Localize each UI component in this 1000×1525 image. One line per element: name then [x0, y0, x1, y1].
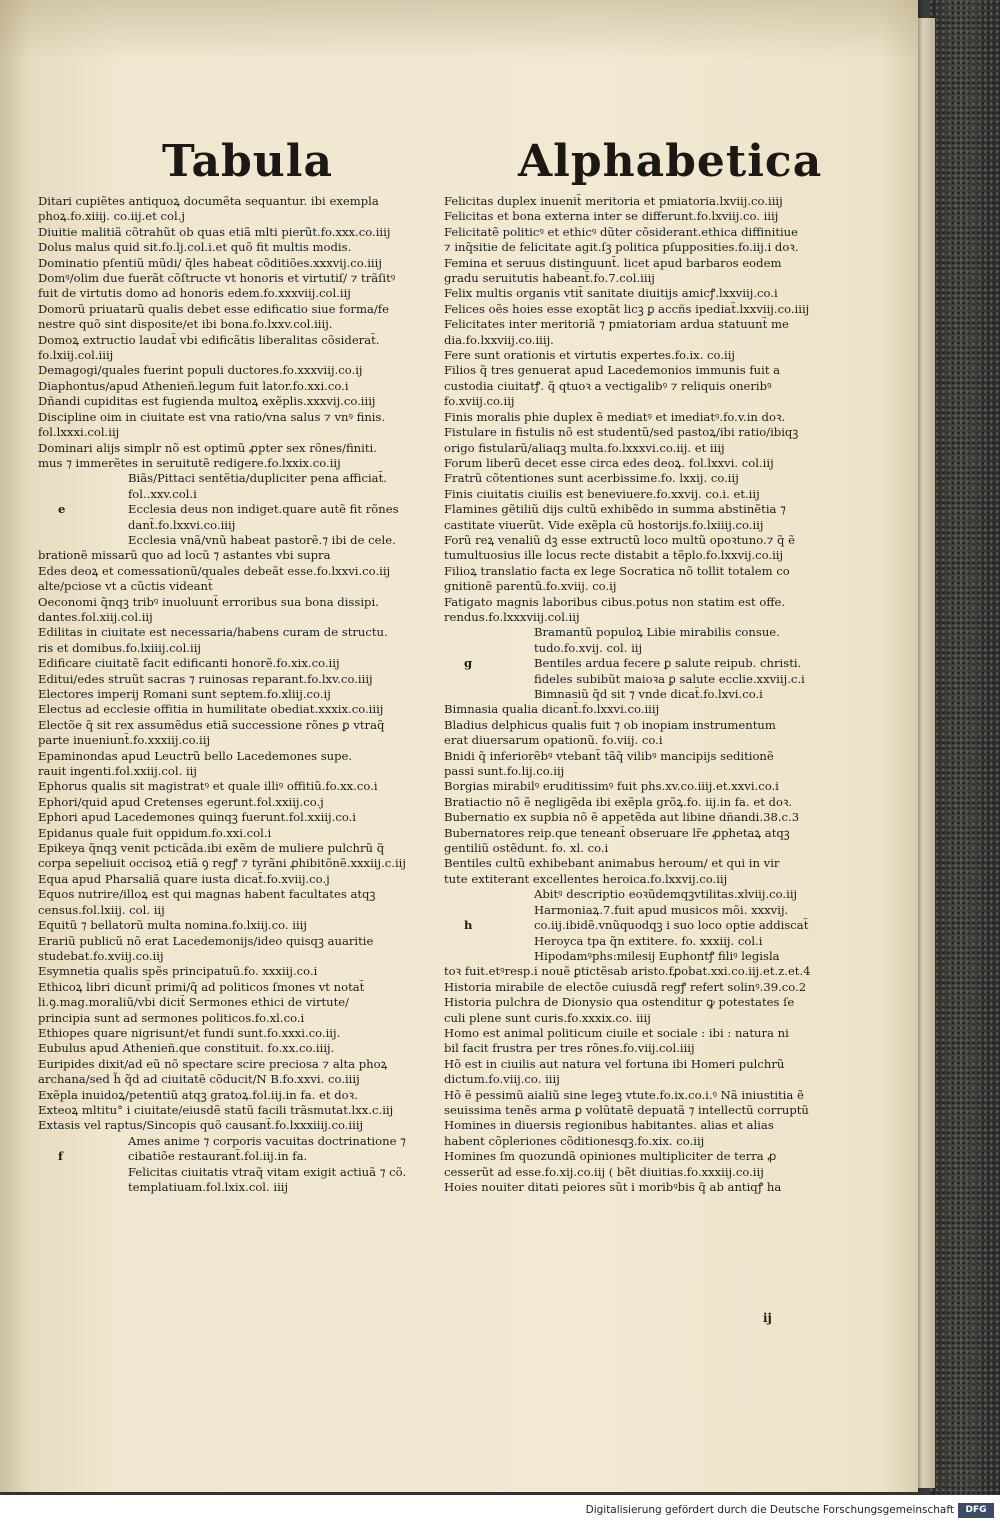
index-entry-text: Forũ reꝝ venaliũ dꝫ esse extructũ loco multũ opoꝛtuno.⁊ q̃ ẽ	[444, 532, 795, 547]
index-entry	[38, 548, 430, 563]
index-entry	[38, 410, 430, 425]
index-entry-text: studebat.fo.xviij.co.iij	[38, 948, 164, 963]
index-entry-text: Epaminondas apud Leuctrũ bello Lacedemones supe.	[38, 748, 353, 763]
index-entry	[444, 1103, 842, 1118]
index-entry	[38, 441, 430, 456]
index-entry-text: Finis moralis phie duplex ẽ mediatꝰ et imediatꝰ.fo.v.in doꝛ.	[444, 409, 786, 424]
index-entry-text: ⁊ inq̃sitie de felicitate agit.ſꝫ politica pſupposities.fo.iij.i doꝛ.	[444, 240, 799, 255]
index-entry-text: cibatiõe restaurant̃.fol.iij.in fa.	[128, 1149, 308, 1164]
index-entry	[38, 1057, 430, 1072]
index-entry-text: Electõe q̃ sit rex assumẽdus etiã successione rõnes ꝑ vtraq̃	[38, 717, 385, 732]
index-entry-text: Bratiactio nõ ẽ negligẽda ibi exẽpla grõꝝ.fo. iij.in fa. et doꝛ.	[444, 794, 793, 809]
index-entry-text: toꝛ fuit.etꝰresp.i nouẽ ꝑtictẽsab aristo.fꝓobat.xxi.co.iij.et.z.et.4	[444, 964, 811, 979]
index-entry	[444, 1026, 842, 1041]
index-entry-text: custodia ciuitatꝭ. q̃ qtuoꝛ a vectigalibꝰ ⁊ reliquis oneribꝰ	[444, 378, 772, 393]
index-entry-text: Diuitie malitiã cõtrahũt ob quas etiã mlti pierũt.fo.xxx.co.iiij	[38, 224, 391, 239]
index-entry	[444, 810, 842, 825]
index-entry	[38, 810, 430, 825]
index-entry	[38, 795, 430, 810]
index-entry	[38, 749, 430, 764]
index-entry	[444, 1072, 842, 1087]
index-entry-text: Ethiopes quare nigrisunt/et fundi sunt.fo.xxxi.co.iij.	[38, 1025, 341, 1040]
index-entry	[38, 872, 430, 887]
index-entry-text: Ditari cupiẽtes antiquoꝝ documẽta sequantur. ibi exempla	[38, 194, 379, 208]
index-entry	[38, 995, 430, 1010]
index-entry-text: Bubernatores reip.que teneant̃ obseruare lr̃e ꝓphetaꝝ atqꝫ	[444, 825, 790, 840]
index-entry	[444, 1011, 842, 1026]
index-entry-text: Abitꝰ descriptio eoꝛũdemqꝫvtilitas.xlviij.co.iij	[534, 887, 798, 902]
index-entry	[38, 1011, 430, 1026]
index-entry-text: cesserũt ad esse.fo.xij.co.iij ( bẽt diuitias.fo.xxxiij.co.iij	[444, 1164, 764, 1179]
index-entry-text: passi sunt.fo.lij.co.iij	[444, 764, 565, 779]
index-entry-text: Filioꝝ translatio facta ex lege Socratica nõ tollit totalem co	[444, 563, 790, 578]
index-column-right	[444, 194, 842, 1195]
index-entry-text: Edificare ciuitatẽ facit edificanti honorẽ.fo.xix.co.iij	[38, 656, 340, 671]
index-entry-text: Discipline oim in ciuitate est vna ratio/vna salus ⁊ vnꝰ finis.	[38, 409, 386, 424]
index-entry-text: dantes.fol.xiij.col.iij	[38, 609, 153, 624]
index-entry-text: Exẽpla inuidoꝝ/petentiũ atqꝫ gratoꝝ.fol.iij.in fa. et doꝛ.	[38, 1087, 358, 1102]
index-entry-text: Domꝰ/olim due fuerãt cõſtructe vt honoris et virtutiſ/ ⁊ trãſitꝰ	[38, 271, 396, 286]
index-entry-text: culi plene sunt curis.fo.xxxix.co. iiij	[444, 1010, 651, 1025]
index-entry	[444, 764, 842, 779]
index-entry	[444, 410, 842, 425]
index-entry	[38, 1072, 430, 1087]
index-entry-text: Felicitas duplex inuenit̃ meritoria et pmiatoria.lxviij.co.iiij	[444, 194, 783, 208]
dfg-logo-icon: DFG	[958, 1503, 994, 1518]
index-entry	[444, 1165, 842, 1180]
index-entry	[444, 456, 842, 471]
index-entry	[444, 595, 842, 610]
index-entry-text: Felicitas ciuitatis vtraq̃ vitam exigit actiuã ⁊ cõ.	[128, 1164, 407, 1179]
index-entry-text: Felicitatẽ politicꝰ et ethicꝰ dũter cõsiderant.ethica diffinitiue	[444, 224, 799, 239]
index-entry	[444, 271, 842, 286]
index-entry	[38, 841, 430, 856]
index-entry-text: Harmoniaꝝ.7.fuit apud musicos mõi. xxxvij.	[534, 902, 789, 917]
index-entry-text: nestre quõ sint disposite/et ibi bona.fo.lxxv.col.iiij.	[38, 317, 333, 332]
index-entry	[444, 317, 842, 332]
index-entry	[38, 579, 430, 594]
index-entry-text: Bimnasia qualia dicant̃.fo.lxxvi.co.iiij	[444, 702, 660, 717]
index-entry	[38, 271, 430, 286]
index-entry-text: census.fol.lxiij. col. iij	[38, 902, 165, 917]
index-entry-text: ris et domibus.fo.lxiiij.col.iij	[38, 640, 201, 655]
index-entry	[38, 518, 430, 533]
index-entry-text: dant̃.fo.lxxvi.co.iiij	[128, 517, 236, 532]
index-entry	[38, 194, 430, 209]
index-entry: f cibatiõe restaurant̃.fol.iij.in fa.	[58, 1149, 308, 1164]
index-entry	[38, 625, 430, 640]
index-entry	[38, 225, 430, 240]
index-entry-text: Felices oẽs hoies esse exoptãt licꝫ ꝑ accñs ipediat̃.lxxviij.co.iiij	[444, 301, 810, 316]
index-entry-text: Fratrũ cõtentiones sunt acerbissime.fo. lxxij. co.iij	[444, 471, 739, 486]
index-entry	[38, 610, 430, 625]
index-entry	[38, 656, 430, 671]
index-entry	[444, 579, 842, 594]
index-entry	[444, 518, 842, 533]
index-entry-text: Homo est animal politicum ciuile et sociale : ibi : natura ni	[444, 1025, 789, 1040]
index-entry-text: Homines in diuersis regionibus habitantes. alias et alias	[444, 1118, 774, 1133]
index-entry	[444, 363, 842, 378]
index-entry	[38, 949, 430, 964]
signature-mark: ij	[763, 1311, 772, 1325]
index-entry	[444, 194, 842, 209]
index-entry-text: Historia mirabile de electõe cuiusdã regꝭ refert solinꝰ.39.co.2	[444, 979, 807, 994]
index-entry-text: Oeconomi q̃nqꝫ tribꝰ inuoluunt̃ erroribus sua bona dissipi.	[38, 594, 379, 609]
index-entry-text: Bimnasiũ q̃d sit ⁊ vnde dicat̃.fo.lxvi.co.i	[534, 687, 763, 701]
index-entry	[444, 1134, 842, 1149]
index-entry-text: Domoꝝ extructio laudat̃ vbi edificãtis liberalitas cõsiderat̃.	[38, 332, 380, 347]
index-entry-text: Femina et seruus distinguunt̃. licet apud barbaros eodem	[444, 255, 782, 270]
index-entry-text: mus ⁊ immerẽtes in seruitutẽ redigere.fo.lxxix.co.iij	[38, 455, 341, 470]
index-entry: h co.iij.ibidẽ.vnũquodqꝫ i suo loco optie addiscat̃	[464, 918, 809, 933]
index-entry	[444, 533, 842, 548]
index-entry-text: fol..xxv.col.i	[128, 486, 197, 501]
index-entry	[444, 333, 842, 348]
index-entry	[444, 702, 842, 717]
index-entry	[444, 856, 842, 871]
index-entry-text: Ecclesia deus non indiget.quare autẽ fit rõnes	[128, 502, 399, 517]
index-entry-text: Ephori/quid apud Cretenses egerunt.fol.xxiij.co.j	[38, 794, 324, 809]
index-entry: g Bentiles ardua fecere ꝑ salute reipub. christi.	[464, 656, 802, 671]
index-entry-text: archana/sed h̃ q̃d ad ciuitatẽ cõducit/N B.fo.xxvi. co.iiij	[38, 1072, 360, 1087]
index-entry	[444, 964, 842, 979]
index-entry	[444, 795, 842, 810]
index-entry-text: alte/pciose vt a cũctis videant̃	[38, 579, 213, 594]
index-entry-text: Felicitates inter meritoriã ⁊ pmiatoriam ardua statuunt̃ me	[444, 317, 789, 332]
index-entry-text: Hipodamꝰphs:milesij Euphontꝭ filiꝰ legisla	[534, 948, 780, 963]
index-entry-text: Extasis vel raptus/Sincopis quõ causant̃.fo.lxxxiiij.co.iiij	[38, 1118, 364, 1133]
index-entry-text: co.iij.ibidẽ.vnũquodqꝫ i suo loco optie addiscat̃	[534, 918, 809, 933]
index-entry	[444, 779, 842, 794]
index-entry-text: Bramantũ populoꝝ Libie mirabilis consue.	[534, 625, 780, 640]
index-entry-text: Filios q̃ tres genuerat apud Lacedemonios immunis fuit a	[444, 363, 781, 378]
index-entry-text: Epikeya q̃nqꝫ venit pcticãda.ibi exẽm de muliere pulchrũ q̃	[38, 841, 385, 856]
index-entry	[444, 903, 842, 918]
index-entry-text: gradu seruitutis habeant̃.fo.7.col.iiij	[444, 271, 655, 286]
index-entry	[444, 425, 842, 440]
index-entry-text: fideles subibũt maioꝛa ꝑ salute ecclie.xxviij.c.i	[534, 671, 805, 686]
footer-bar	[0, 1495, 1000, 1525]
index-entry-text: Fistulare in fistulis nõ est studentũ/sed pastoꝝ/ibi ratio/ibiqꝫ	[444, 425, 799, 440]
index-column-left	[38, 194, 430, 1195]
index-entry	[444, 502, 842, 517]
index-entry	[38, 256, 430, 271]
index-entry	[444, 548, 842, 563]
index-entry-text: Fatigato magnis laboribus cibus.potus non statim est offe.	[444, 594, 786, 609]
index-entry-text: Heroyca tpa q̃n extitere. fo. xxxiij. col.i	[534, 933, 763, 948]
index-entry	[38, 1118, 430, 1133]
index-entry	[38, 394, 430, 409]
index-entry	[444, 1180, 842, 1195]
index-entry-text: Bladius delphicus qualis fuit ⁊ ob inopiam instrumentum	[444, 717, 776, 732]
index-entry	[38, 1103, 430, 1118]
index-entry-text: phoꝝ.fo.xiiij. co.iij.et col.j	[38, 209, 185, 224]
index-entry-text: Ames anime ⁊ corporis vacuitas doctrinatione ⁊	[128, 1133, 406, 1148]
index-entry-text: Felix multis organis vtit̃ sanitate diuitijs amicꝭ.lxxviij.co.i	[444, 286, 778, 301]
index-entry	[38, 363, 430, 378]
index-entry-text: Equos nutrire/illoꝝ est qui magnas habent facultates atqꝫ	[38, 887, 376, 902]
index-entry-text: Felicitas et bona externa inter se differunt.fo.lxviij.co. iiij	[444, 209, 779, 224]
index-entry	[444, 441, 842, 456]
index-entry	[444, 826, 842, 841]
index-entry	[38, 826, 430, 841]
index-entry	[444, 887, 842, 902]
index-entry-text: dictum.fo.viij.co. iiij	[444, 1072, 560, 1087]
index-entry	[38, 425, 430, 440]
book-cover-edge	[930, 0, 1000, 1495]
index-entry	[38, 718, 430, 733]
index-entry-text: Borgias mirabilꝰ eruditissimꝰ fuit phs.xv.co.iiij.et.xxvi.co.i	[444, 779, 779, 794]
index-entry	[38, 687, 430, 702]
index-entry	[444, 641, 842, 656]
index-entry	[444, 256, 842, 271]
index-entry-text: erat diuersarum opationũ. fo.viij. co.i	[444, 733, 663, 748]
index-entry	[444, 610, 842, 625]
index-entry-text: Hõ ẽ pessimũ aialiũ sine legeꝫ vtute.fo.ix.co.i.ꝰ Nã iniustitia ẽ	[444, 1087, 804, 1102]
index-entry	[444, 209, 842, 224]
heading-alphabetica: Alphabetica	[518, 136, 823, 187]
index-entry	[444, 1057, 842, 1072]
index-entry	[38, 1088, 430, 1103]
index-entry: e Ecclesia deus non indiget.quare autẽ fit rõnes	[58, 502, 399, 517]
index-entry-text: Forum liberũ decet esse circa edes deoꝝ. fol.lxxvi. col.iij	[444, 455, 774, 470]
index-entry-text: Equa apud Pharsaliã quare iusta dicat̃.fo.xviij.co.j	[38, 871, 330, 886]
index-entry-text: Finis ciuitatis ciuilis est beneviuere.fo.xxvij. co.i. et.iij	[444, 486, 760, 501]
index-entry-text: origo fistularũ/aliaqꝫ multa.fo.lxxxvi.co.iij. et iiij	[444, 440, 725, 455]
index-entry-text: bil facit frustra per tres rõnes.fo.viij.col.iiij	[444, 1041, 695, 1056]
page-shadow	[0, 0, 918, 60]
index-entry-text: gnitionẽ parentũ.fo.xviij. co.ij	[444, 579, 617, 594]
index-entry	[444, 749, 842, 764]
index-entry-text: Dolus malus quid sit.fo.lj.col.i.et quõ fit multis modis.	[38, 240, 352, 255]
index-entry-text: Bentiles cultũ exhibebant animabus heroum/ et qui in vir	[444, 856, 780, 871]
index-entry	[38, 564, 430, 579]
index-entry	[38, 302, 430, 317]
index-entry	[444, 949, 842, 964]
index-entry	[38, 856, 430, 871]
index-entry	[444, 1088, 842, 1103]
index-entry	[38, 1180, 430, 1195]
index-entry	[38, 1165, 430, 1180]
index-entry-text: Ephori apud Lacedemones quinqꝫ fuerunt.fol.xxiij.co.i	[38, 810, 356, 825]
index-entry	[444, 286, 842, 301]
index-entry-text: Edes deoꝝ et comessationũ/quales debeãt esse.fo.lxxvi.co.iij	[38, 563, 391, 578]
index-entry	[38, 1041, 430, 1056]
index-entry-text: Dñandi cupiditas est fugienda multoꝝ exẽplis.xxxvij.co.iiij	[38, 394, 376, 409]
index-entry-text: fo.lxiij.col.iiij	[38, 348, 114, 363]
index-entry-text: Bubernatio ex supbia nõ ẽ appetẽda aut libine dñandi.38.c.3	[444, 810, 800, 825]
index-entry	[444, 564, 842, 579]
index-entry	[444, 934, 842, 949]
index-entry	[444, 348, 842, 363]
index-entry-text: Exteoꝝ mltitu° i ciuitate/eiusdẽ statũ facili trãsmutat.lxx.c.iij	[38, 1102, 394, 1117]
index-entry-text: fol.lxxxi.col.iij	[38, 425, 120, 440]
index-entry	[444, 1118, 842, 1133]
index-entry-text: gentiliũ ostẽdunt. fo. xl. co.i	[444, 841, 609, 856]
index-entry	[38, 333, 430, 348]
index-entry-text: Dominatio pſentiũ mũdi/ q̃les habeat cõditiões.xxxvij.co.iiij	[38, 255, 382, 270]
index-entry-text: fo.xviij.co.iij	[444, 394, 515, 409]
index-entry-text: Fere sunt orationis et virtutis expertes.fo.ix. co.iij	[444, 348, 736, 363]
index-entry	[444, 672, 842, 687]
index-entry-text: Hõ est in ciuilis aut natura vel fortuna ibi Homeri pulchrũ	[444, 1056, 785, 1071]
index-entry-text: Euripides dixit/ad eũ nõ spectare scire preciosa ⁊ alta phoꝝ	[38, 1056, 388, 1071]
index-entry	[38, 317, 430, 332]
index-entry	[38, 672, 430, 687]
index-entry	[444, 872, 842, 887]
index-entry-text: Bnidi q̃ inferiorẽbꝰ vtebant̃ tãq̃ vilibꝰ mancipijs seditionẽ	[444, 748, 774, 763]
index-entry	[444, 487, 842, 502]
index-entry	[38, 934, 430, 949]
index-entry-text: rauit ingenti.fol.xxiij.col. iij	[38, 764, 197, 779]
index-entry	[444, 225, 842, 240]
index-entry	[38, 487, 430, 502]
index-entry-text: Homines ſm quozundã opiniones multipliciter de terra ꝓ	[444, 1149, 777, 1164]
index-entry-text: Electores imperij Romani sunt septem.fo.xliij.co.ij	[38, 687, 331, 701]
index-entry	[38, 240, 430, 255]
index-entry-text: castitate viuerũt. Vide exẽpla cũ hostorijs.fo.lxiiij.co.iij	[444, 517, 764, 532]
index-entry-text: Bentiles ardua fecere ꝑ salute reipub. christi.	[534, 656, 802, 671]
index-entry-text: brationẽ missarũ quo ad locũ ⁊ astantes vbi supra	[38, 548, 331, 563]
index-entry	[444, 1149, 842, 1164]
index-entry-text: Electus ad ecclesie offitia in humilitate obediat.xxxix.co.iiij	[38, 702, 384, 717]
index-entry	[38, 471, 430, 486]
index-entry	[38, 286, 430, 301]
index-entry-text: Erariũ publicũ nõ erat Lacedemonijs/ideo quisqꝫ auaritie	[38, 933, 374, 948]
index-entry-text: Demagogi/quales fuerint populi ductores.fo.xxxviij.co.ij	[38, 363, 363, 378]
index-entry-text: Flamines gẽtiliũ dijs cultũ exhibẽdo in summa abstinẽtia ⁊	[444, 502, 786, 517]
index-entry	[38, 1134, 430, 1149]
index-entry	[38, 1026, 430, 1041]
index-entry	[38, 887, 430, 902]
index-entry	[38, 348, 430, 363]
index-entry-text: Domorũ priuatarũ qualis debet esse edificatio siue forma/fe	[38, 301, 389, 316]
index-entry-text: Edilitas in ciuitate est necessaria/habens curam de structu.	[38, 625, 388, 640]
index-entry	[38, 702, 430, 717]
index-entry	[38, 533, 430, 548]
index-entry-text: dia.fo.lxxviij.co.iiij.	[444, 332, 554, 347]
index-entry	[38, 379, 430, 394]
index-entry	[444, 718, 842, 733]
index-entry-text: Eubulus apud Athenieñ.que constituit. fo.xx.co.iiij.	[38, 1041, 335, 1056]
index-entry-text: tudo.fo.xvij. col. iij	[534, 640, 643, 655]
index-entry	[444, 1041, 842, 1056]
index-entry-text: Dominari alijs simplr nõ est optimũ ꝓpter sex rõnes/finiti.	[38, 440, 377, 455]
index-entry-text: templatiuam.fol.lxix.col. iiij	[128, 1180, 289, 1194]
index-entry	[38, 918, 430, 933]
index-entry	[444, 379, 842, 394]
index-entry	[38, 641, 430, 656]
index-entry	[38, 779, 430, 794]
index-entry-text: Ecclesia vnã/vnũ habeat pastorẽ.⁊ ibi de cele.	[128, 532, 396, 547]
index-entry	[444, 995, 842, 1010]
index-entry	[444, 841, 842, 856]
index-entry	[38, 964, 430, 979]
index-entry-text: corpa sepeliuit occisoꝝ etiã ꝯ regꝭ ⁊ tyrãni ꝓhibitõnẽ.xxxiij.c.iij	[38, 856, 406, 871]
index-entry	[444, 625, 842, 640]
heading-tabula: Tabula	[162, 136, 334, 187]
index-entry-text: Diaphontus/apud Athenieñ.legum fuit lator.fo.xxi.co.i	[38, 378, 349, 393]
index-entry-text: Editui/edes struũt sacras ⁊ ruinosas reparant.fo.lxv.co.iiij	[38, 671, 373, 686]
index-entry-text: Esymnetia qualis spẽs principatuũ.fo. xxxiij.co.i	[38, 964, 318, 979]
index-entry	[444, 302, 842, 317]
index-entry-text: Ephorus qualis sit magistratꝰ et quale illiꝰ offitiũ.fo.xx.co.i	[38, 779, 378, 794]
index-entry-text: rendus.fo.lxxxviij.col.iij	[444, 609, 580, 624]
footer-credit: Digitalisierung gefördert durch die Deutsche Forschungsgemeinschaft	[585, 1504, 954, 1516]
index-entry-text: principia sunt ad sermones politicos.fo.xl.co.i	[38, 1010, 305, 1025]
index-entry	[444, 687, 842, 702]
index-entry-text: seuissima tenẽs arma ꝑ volũtatẽ depuatã ⁊ intellectũ corruptũ	[444, 1102, 809, 1117]
index-entry-text: tumultuosius ille locus recte distabit a tẽplo.fo.lxxvij.co.iij	[444, 548, 784, 563]
index-entry	[38, 980, 430, 995]
index-entry	[38, 733, 430, 748]
index-entry	[444, 980, 842, 995]
index-entry-text: parte inueniunt̃.fo.xxxiij.co.iij	[38, 733, 211, 748]
index-entry	[444, 733, 842, 748]
index-entry	[38, 764, 430, 779]
index-entry	[444, 240, 842, 255]
index-entry-text: fuit de virtutis domo ad honoris edem.fo.xxxviij.col.iij	[38, 286, 351, 301]
index-entry-text: Biãs/Pittaci sentẽtia/dupliciter pena afficiat̃.	[128, 471, 387, 486]
index-entry	[38, 903, 430, 918]
index-entry-text: Historia pulchra de Dionysio qua ostenditur ꝙ potestates ſe	[444, 995, 795, 1010]
index-entry-text: Epidanus quale fuit oppidum.fo.xxi.col.i	[38, 825, 272, 840]
index-entry	[444, 394, 842, 409]
index-entry	[38, 456, 430, 471]
index-entry-text: tute extiterant excellentes heroica.fo.lxxvij.co.iij	[444, 871, 728, 886]
index-entry-text: li.ꝯ.mag.moraliũ/vbi dicit̃ Sermones ethici de virtute/	[38, 995, 350, 1010]
index-entry	[444, 471, 842, 486]
index-entry-text: Hoies nouiter ditati peiores sũt i moribꝰbis q̃ ab antiqꝭ ha	[444, 1180, 782, 1194]
index-entry	[38, 595, 430, 610]
index-entry-text: Ethicoꝝ libri dicunt̃ primi/q̃ ad politicos ſmones vt notat̃	[38, 979, 365, 994]
index-entry-text: Equitũ ⁊ bellatorũ multa nomina.fo.lxiij.co. iiij	[38, 918, 307, 933]
index-entry-text: habent cõpleriones cõditionesqꝫ.fo.xix. co.iij	[444, 1133, 705, 1148]
index-entry	[38, 209, 430, 224]
